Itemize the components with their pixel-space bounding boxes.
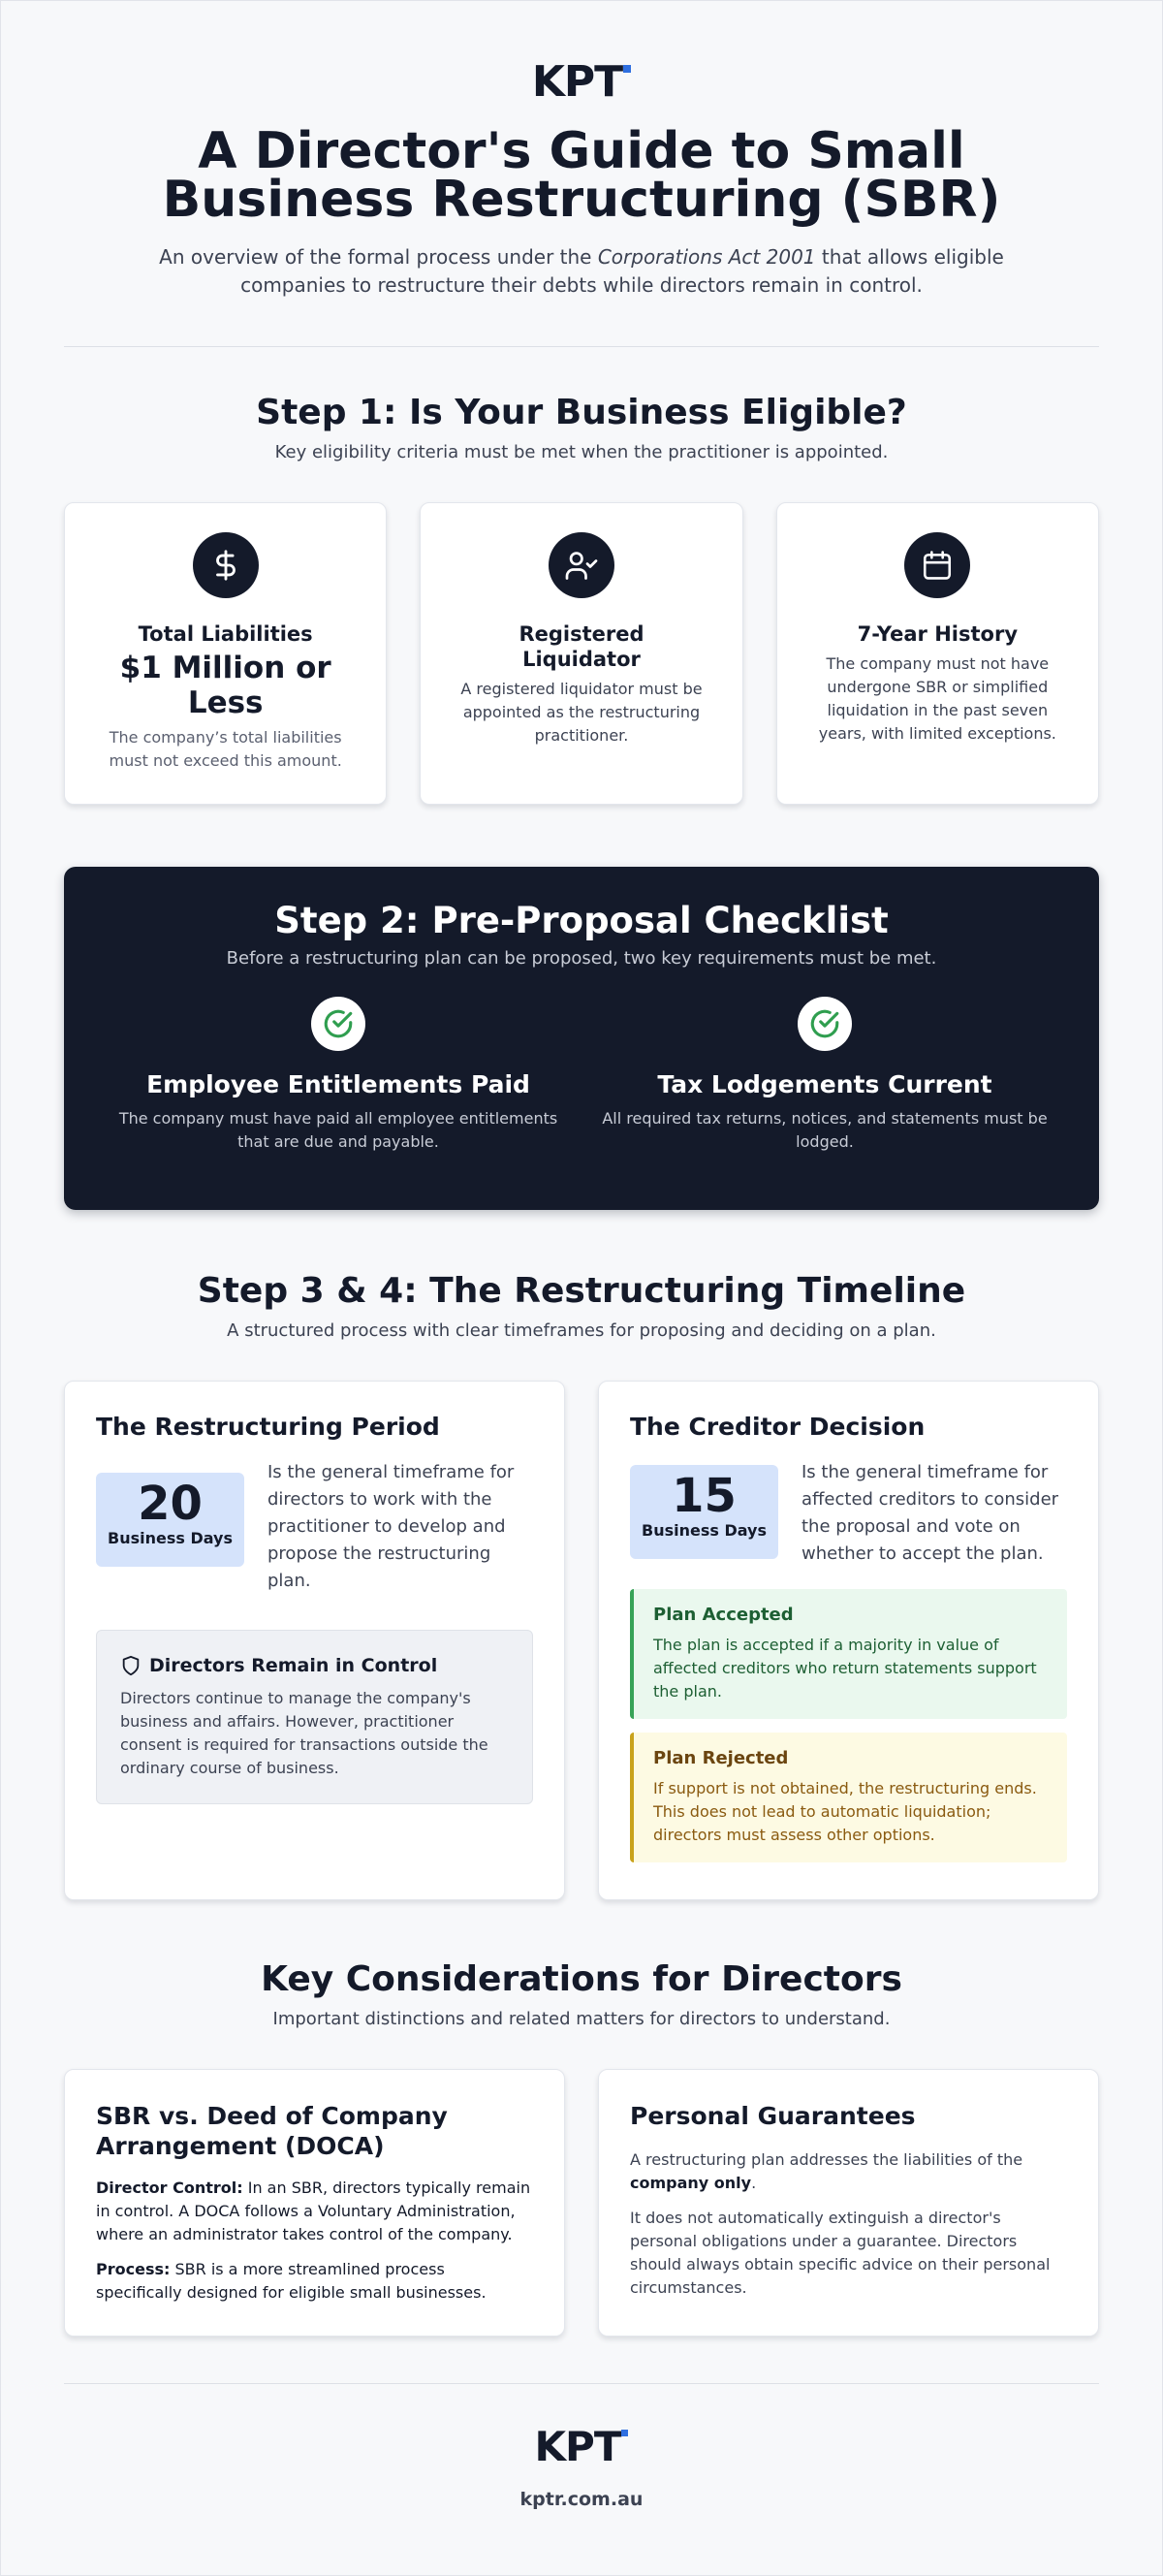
card-title: Registered Liquidator [519,622,644,671]
card-title: Total Liabilities [138,622,313,646]
check-circle-icon [798,997,852,1051]
card-text: A registered liquidator must be appointed as the restructuring practitioner. [460,680,703,745]
director-control-body: In an SBR, directors typically remain in control. A DOCA follows a Voluntary Administration, where an administrator takes control of the company. [96,2178,531,2243]
accepted-title: Plan Accepted [653,1605,794,1625]
divider [64,346,1099,347]
timeframe-text: Is the general timeframe for directors to work with the practitioner to develop and propose the restructuring plan. [267,1462,515,1591]
card-title: Personal Guarantees [630,2102,916,2130]
directors-control-box [96,1630,533,1804]
header-logo [64,57,1099,107]
considerations-cards [64,2069,1099,2337]
guarantees-text-1 [630,2148,1067,2195]
header [64,1,1099,300]
timeframe-row [630,1459,1067,1568]
checklist-item-title: Employee Entitlements Paid [146,1070,530,1098]
logo-accent-square [621,2430,628,2436]
timeline-cards [64,1381,1099,1900]
step1-title: Step 1: Is Your Business Eligible? [256,393,907,432]
days-unit: Business Days [642,1521,767,1540]
subtitle-text-end: that allows eligible companies to restructure their debts while directors remain in control. [240,245,1004,297]
guarantees-text-2: It does not automatically extinguish a director's personal obligations under a guarantee. Directors should always obtain specific advice on their personal circumstances. [630,2209,1051,2297]
restructuring-period-card [64,1381,565,1900]
eligibility-cards [64,502,1099,805]
subtitle-act-name: Corporations Act 2001 [597,245,816,269]
days-number: 15 [672,1469,737,1523]
shield-icon [120,1655,141,1676]
step1-section [64,392,1099,805]
days-number: 20 [138,1477,203,1531]
dollar-icon [193,532,259,598]
footer-logo [1,2423,1162,2470]
personal-guarantees-card [598,2069,1099,2337]
eligibility-card-liquidator [420,502,742,805]
considerations-title: Key Considerations for Directors [261,1959,902,1999]
days-unit: Business Days [108,1529,233,1547]
card-title: SBR vs. Deed of Company Arrangement (DOCA) [96,2102,448,2160]
subtitle-text: An overview of the formal process under the [159,245,598,269]
director-control-text [96,2177,533,2246]
footer [1,2384,1162,2510]
step1-subtitle: Key eligibility criteria must be met when the practitioner is appointed. [274,442,889,462]
guarantees-p1-bold: company only [630,2174,752,2192]
checklist-item-entitlements [110,997,566,1154]
sbr-vs-doca-card [64,2069,565,2337]
page-title: A Director's Guide to Small Business Restructuring (SBR) [162,122,1001,229]
considerations-subtitle: Important distinctions and related matters for directors to understand. [272,2009,891,2029]
creditor-decision-card [598,1381,1099,1900]
checklist-item-text: All required tax returns, notices, and statements must be lodged. [602,1109,1048,1151]
logo-accent-square [623,65,631,73]
days-badge [96,1473,244,1567]
calendar-icon [904,532,970,598]
rejected-text: If support is not obtained, the restructuring ends. This does not lead to automatic liquidation; directors must assess other options. [653,1779,1037,1844]
process-body: SBR is a more streamlined process specifically designed for eligible small businesses. [96,2260,487,2302]
considerations-section [64,1958,1099,2337]
card-title: The Creditor Decision [630,1413,926,1441]
card-title: 7-Year History [857,622,1019,646]
step34-section [64,1270,1099,1900]
step2-title: Step 2: Pre-Proposal Checklist [274,900,889,941]
plan-rejected-box [630,1733,1067,1862]
card-highlight: $1 Million or Less [119,651,331,720]
director-control-label: Director Control: [96,2178,243,2197]
guarantees-p1-start: A restructuring plan addresses the liabilities of the [630,2150,1023,2169]
timeframe-row [96,1459,533,1595]
checklist [64,997,1099,1154]
timeframe-text: Is the general timeframe for affected creditors to consider the proposal and vote on whether to accept the plan. [802,1462,1059,1564]
logo-text: KPT [531,57,623,107]
control-text: Directors continue to manage the company's business and affairs. However, practitioner consent is required for transactions outside the ordinary course of business. [120,1689,488,1777]
checklist-item-title: Tax Lodgements Current [657,1070,992,1098]
checklist-item-text: The company must have paid all employee entitlements that are due and payable. [118,1109,558,1151]
step34-subtitle: A structured process with clear timeframes for proposing and deciding on a plan. [227,1320,936,1341]
check-circle-icon [311,997,365,1051]
eligibility-card-history [776,502,1099,805]
logo-text: KPT [534,2423,621,2470]
card-text: The company’s total liabilities must not exceed this amount. [109,728,342,770]
guarantees-p1-end: . [751,2174,757,2192]
eligibility-card-liabilities [64,502,387,805]
step2-section [64,867,1099,1210]
process-label: Process: [96,2260,171,2278]
days-badge [630,1465,778,1559]
step34-title: Step 3 & 4: The Restructuring Timeline [197,1271,966,1311]
footer-url[interactable]: kptr.com.au [519,2489,644,2510]
control-heading [120,1654,509,1677]
plan-accepted-box [630,1589,1067,1719]
rejected-title: Plan Rejected [653,1748,789,1768]
control-title: Directors Remain in Control [149,1655,438,1676]
checklist-item-tax [597,997,1053,1154]
page-subtitle [136,243,1027,300]
process-text [96,2258,533,2305]
card-text: The company must not have undergone SBR or simplified liquidation in the past seven years, with limited exceptions. [818,654,1056,743]
step2-subtitle: Before a restructuring plan can be proposed, two key requirements must be met. [226,948,937,969]
user-check-icon [549,532,614,598]
accepted-text: The plan is accepted if a majority in value of affected creditors who return statements support the plan. [653,1636,1037,1701]
card-title: The Restructuring Period [96,1413,440,1441]
